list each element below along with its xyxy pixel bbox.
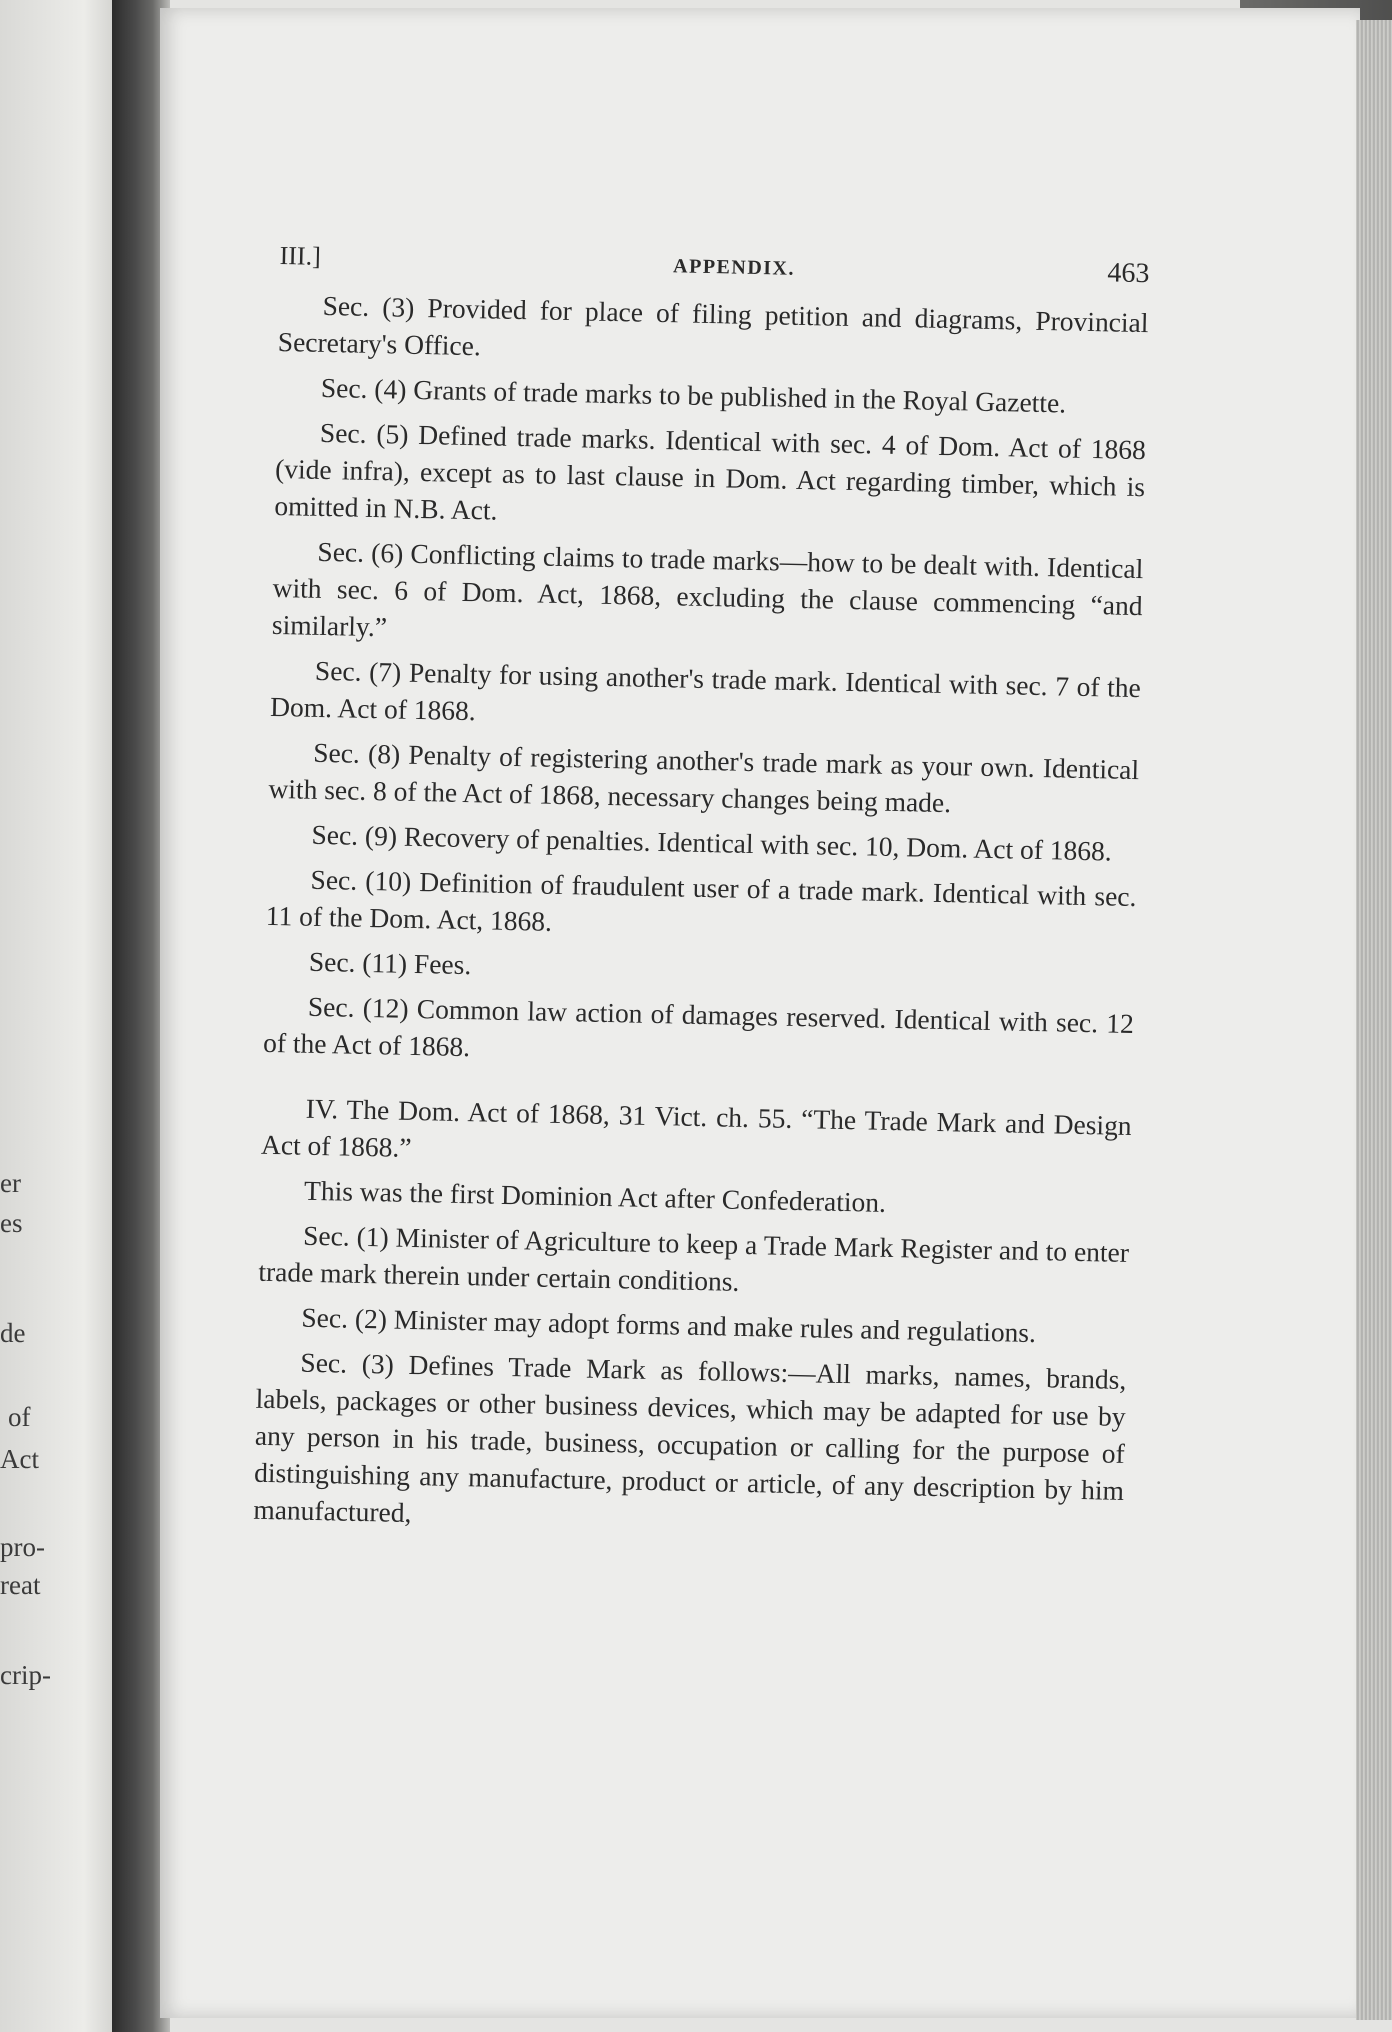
paragraph: Sec. (12) Common law action of damages reserved. Identical with sec. 12 of the Act of 1868. (262, 990, 1135, 1063)
paragraph: Sec. (11) Fees. (308, 945, 472, 981)
left-facing-page (0, 0, 120, 2032)
left-page-fragment: pro- (0, 1532, 45, 1562)
section-heading-paragraph: IV. The Dom. Act of 1868, 31 Vict. ch. 55. “The Trade Mark and Design Act of 1868.” (260, 1092, 1132, 1163)
left-page-fragment: de (0, 1318, 26, 1348)
running-head: APPENDIX. (672, 255, 796, 280)
paragraph: Sec. (7) Penalty for using another's trade mark. Identical with sec. 7 of the Dom. Act of 1868. (269, 654, 1142, 727)
left-page-fragment: crip- (0, 1660, 51, 1690)
paragraph: Sec. (9) Recovery of penalties. Identical with sec. 10, Dom. Act of 1868. (311, 818, 1113, 867)
paragraph: Sec. (3) Defines Trade Mark as follows:—All marks, names, brands, labels, packages or other business devices, which may be adapted for use by any person in his trade, business, occupation or calling for the purpose of distinguishing any manufacture, product or article, of any description by him manufactured, (253, 1346, 1127, 1529)
paragraph: Sec. (5) Defined trade marks. Identical with sec. 4 of Dom. Act of 1868 (vide infra), except as to last clause in Dom. Act regarding timber, which is omitted in N.B. Act. (274, 416, 1147, 526)
paragraph: Sec. (8) Penalty of registering another's trade mark as your own. Identical with sec. 8 of the Act of 1868, necessary changes being made. (268, 736, 1140, 819)
paragraph: Sec. (1) Minister of Agriculture to keep a Trade Mark Register and to enter trade mark therein under certain conditions. (258, 1219, 1130, 1297)
page-number: 463 (1107, 257, 1150, 290)
paragraph: Sec. (6) Conflicting claims to trade marks—how to be dealt with. Identical with sec. 6 of Dom. Act, 1868, excluding the clause commencing “and similarly.” (271, 535, 1144, 643)
page-content (253, 240, 1150, 1554)
left-page-fragment: es (0, 1208, 23, 1238)
paragraph: This was the first Dominion Act after Confederation. (303, 1174, 887, 1218)
left-page-fragment: er (0, 1168, 21, 1198)
paragraph: Sec. (3) Provided for place of filing petition and diagrams, Provincial Secretary's Office. (277, 289, 1149, 362)
paragraph: Sec. (4) Grants of trade marks to be published in the Royal Gazette. (320, 371, 1067, 419)
page-edges (1356, 20, 1392, 2020)
left-page-fragment: reat (0, 1570, 41, 1600)
paragraph: Sec. (10) Definition of fraudulent user of a trade mark. Identical with sec. 11 of the Dom. Act, 1868. (265, 863, 1137, 937)
paragraph: Sec. (2) Minister may adopt forms and make rules and regulations. (301, 1301, 1037, 1349)
left-page-fragment: of (8, 1402, 31, 1432)
left-page-fragment: Act (0, 1444, 39, 1474)
section-marker: III.] (279, 240, 322, 271)
